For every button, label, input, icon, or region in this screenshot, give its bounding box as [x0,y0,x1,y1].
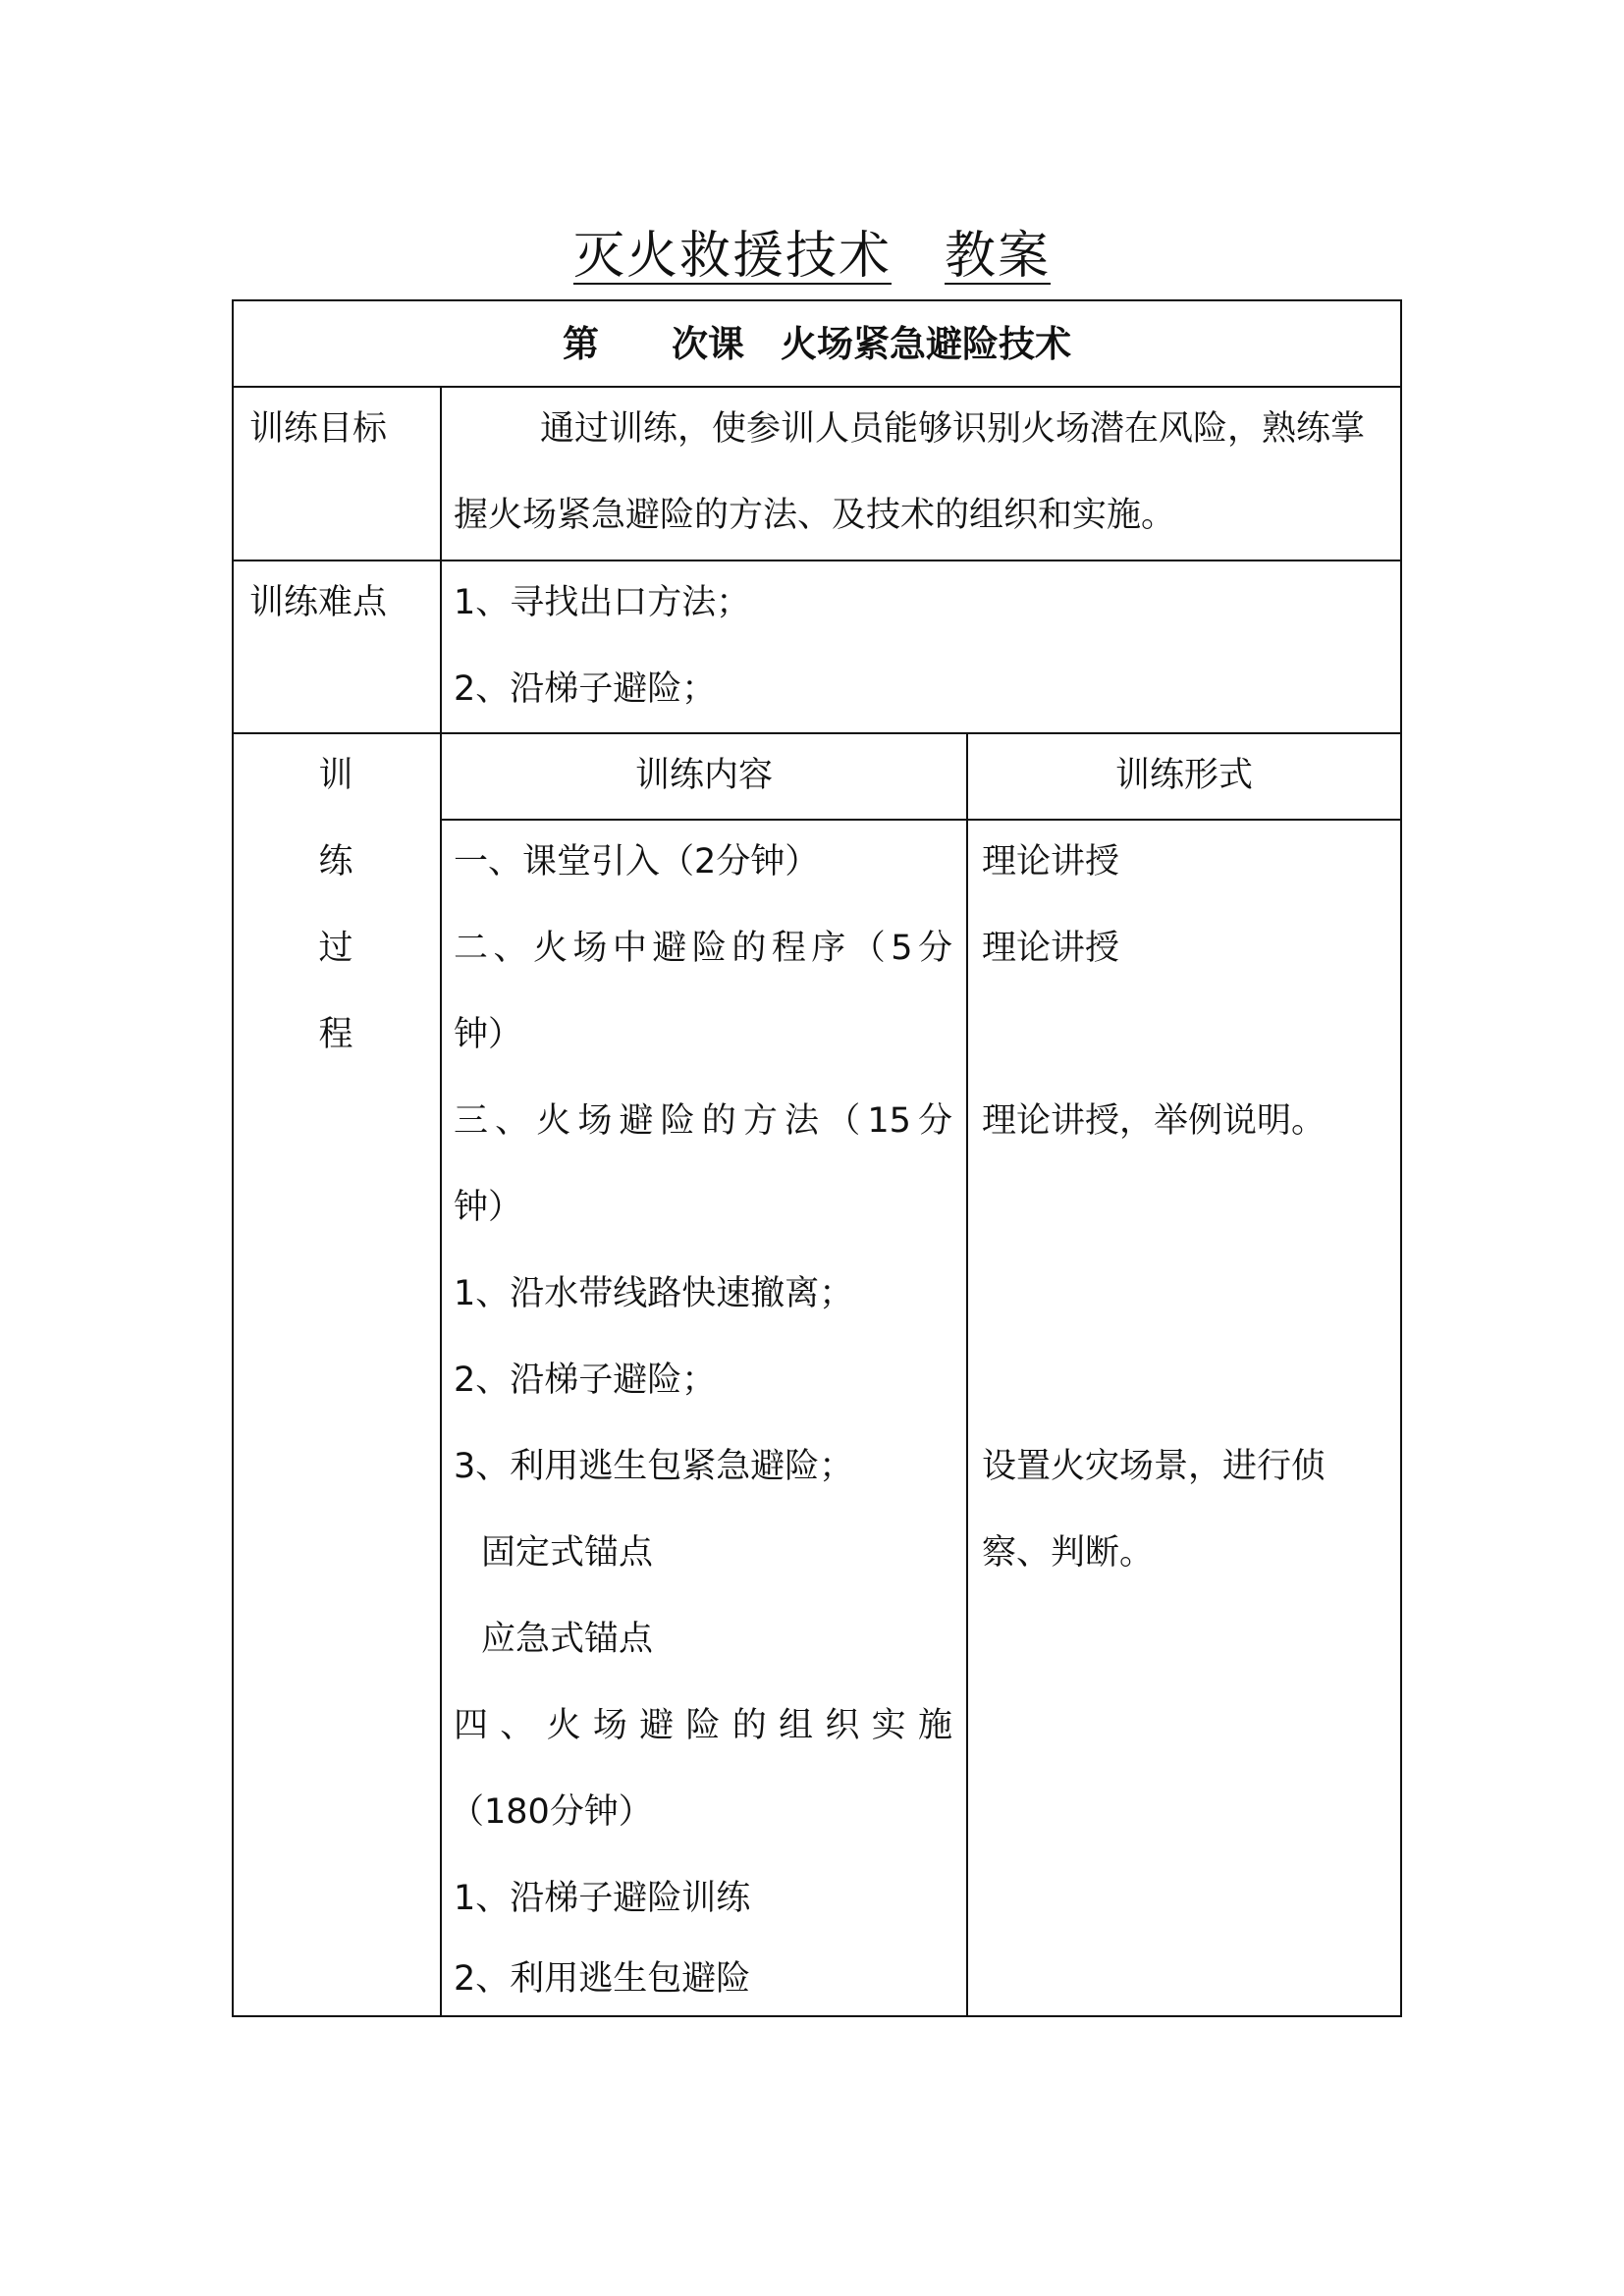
objective-text: 通过训练，使参训人员能够识别火场潜在风险，熟练掌握火场紧急避险的方法、及技术的组织和实施。 [454,409,1366,535]
content-line-12: （180分钟） [450,1792,653,1832]
difficulty-item-2: 2、沿梯子避险； [454,669,717,709]
content-line-4: 三、火场避险的方法（15分 [454,1101,952,1141]
content-line-1: 一、课堂引入（2分钟） [454,842,820,881]
content-line-7: 2、沿梯子避险； [454,1361,717,1400]
process-label-char-3: 过 [318,929,353,968]
form-line-3: 理论讲授，举例说明。 [982,1101,1326,1141]
document-title [0,222,1624,291]
lesson-topic: 火场紧急避险技术 [781,323,1071,365]
form-line-2: 理论讲授 [982,929,1120,968]
content-line-11: 四、火场避险的组织实施 [454,1706,952,1745]
form-line-1: 理论讲授 [982,842,1120,881]
difficulties-label: 训练难点 [249,583,388,622]
lesson-title [232,299,1402,386]
content-line-14: 2、利用逃生包避险 [454,1959,751,1999]
table-border-bottom [232,2015,1402,2017]
difficulty-item-1: 1、寻找出口方法； [454,583,751,622]
process-label-char-4: 程 [318,1015,353,1054]
content-line-3: 钟） [454,1015,523,1054]
content-column-header: 训练内容 [634,756,773,795]
process-label-char-1: 训 [318,756,353,795]
content-line-13: 1、沿梯子避险训练 [454,1879,751,1918]
content-line-8: 3、利用逃生包紧急避险； [454,1447,854,1486]
content-line-10: 应急式锚点 [481,1620,654,1659]
process-label-char-2: 练 [318,842,353,881]
lesson-topic-gap [744,323,781,365]
lesson-number-blank [599,323,672,365]
form-column-header: 训练形式 [1114,756,1253,795]
course-name: 灭火救援技术 [572,227,892,286]
plan-label: 教案 [945,227,1052,286]
form-line-4: 设置火灾场景，进行侦察、判断。 [982,1447,1326,1573]
content-line-9: 固定式锚点 [481,1533,654,1573]
title-gap [892,227,945,286]
column-divider-label [440,386,442,2017]
row-divider-objective [232,560,1402,561]
content-line-6: 1、沿水带线路快速撤离； [454,1274,854,1313]
table-border-right [1400,299,1402,2017]
objective-label: 训练目标 [249,409,388,449]
lesson-number-label: 第 [563,323,599,365]
lesson-label: 次课 [672,323,744,365]
content-line-2: 二、火场中避险的程序（5分 [454,929,952,968]
content-line-5: 钟） [454,1188,523,1227]
lesson-plan-table [232,299,1402,2017]
column-divider-form [966,732,968,2017]
table-border-left [232,299,234,2017]
